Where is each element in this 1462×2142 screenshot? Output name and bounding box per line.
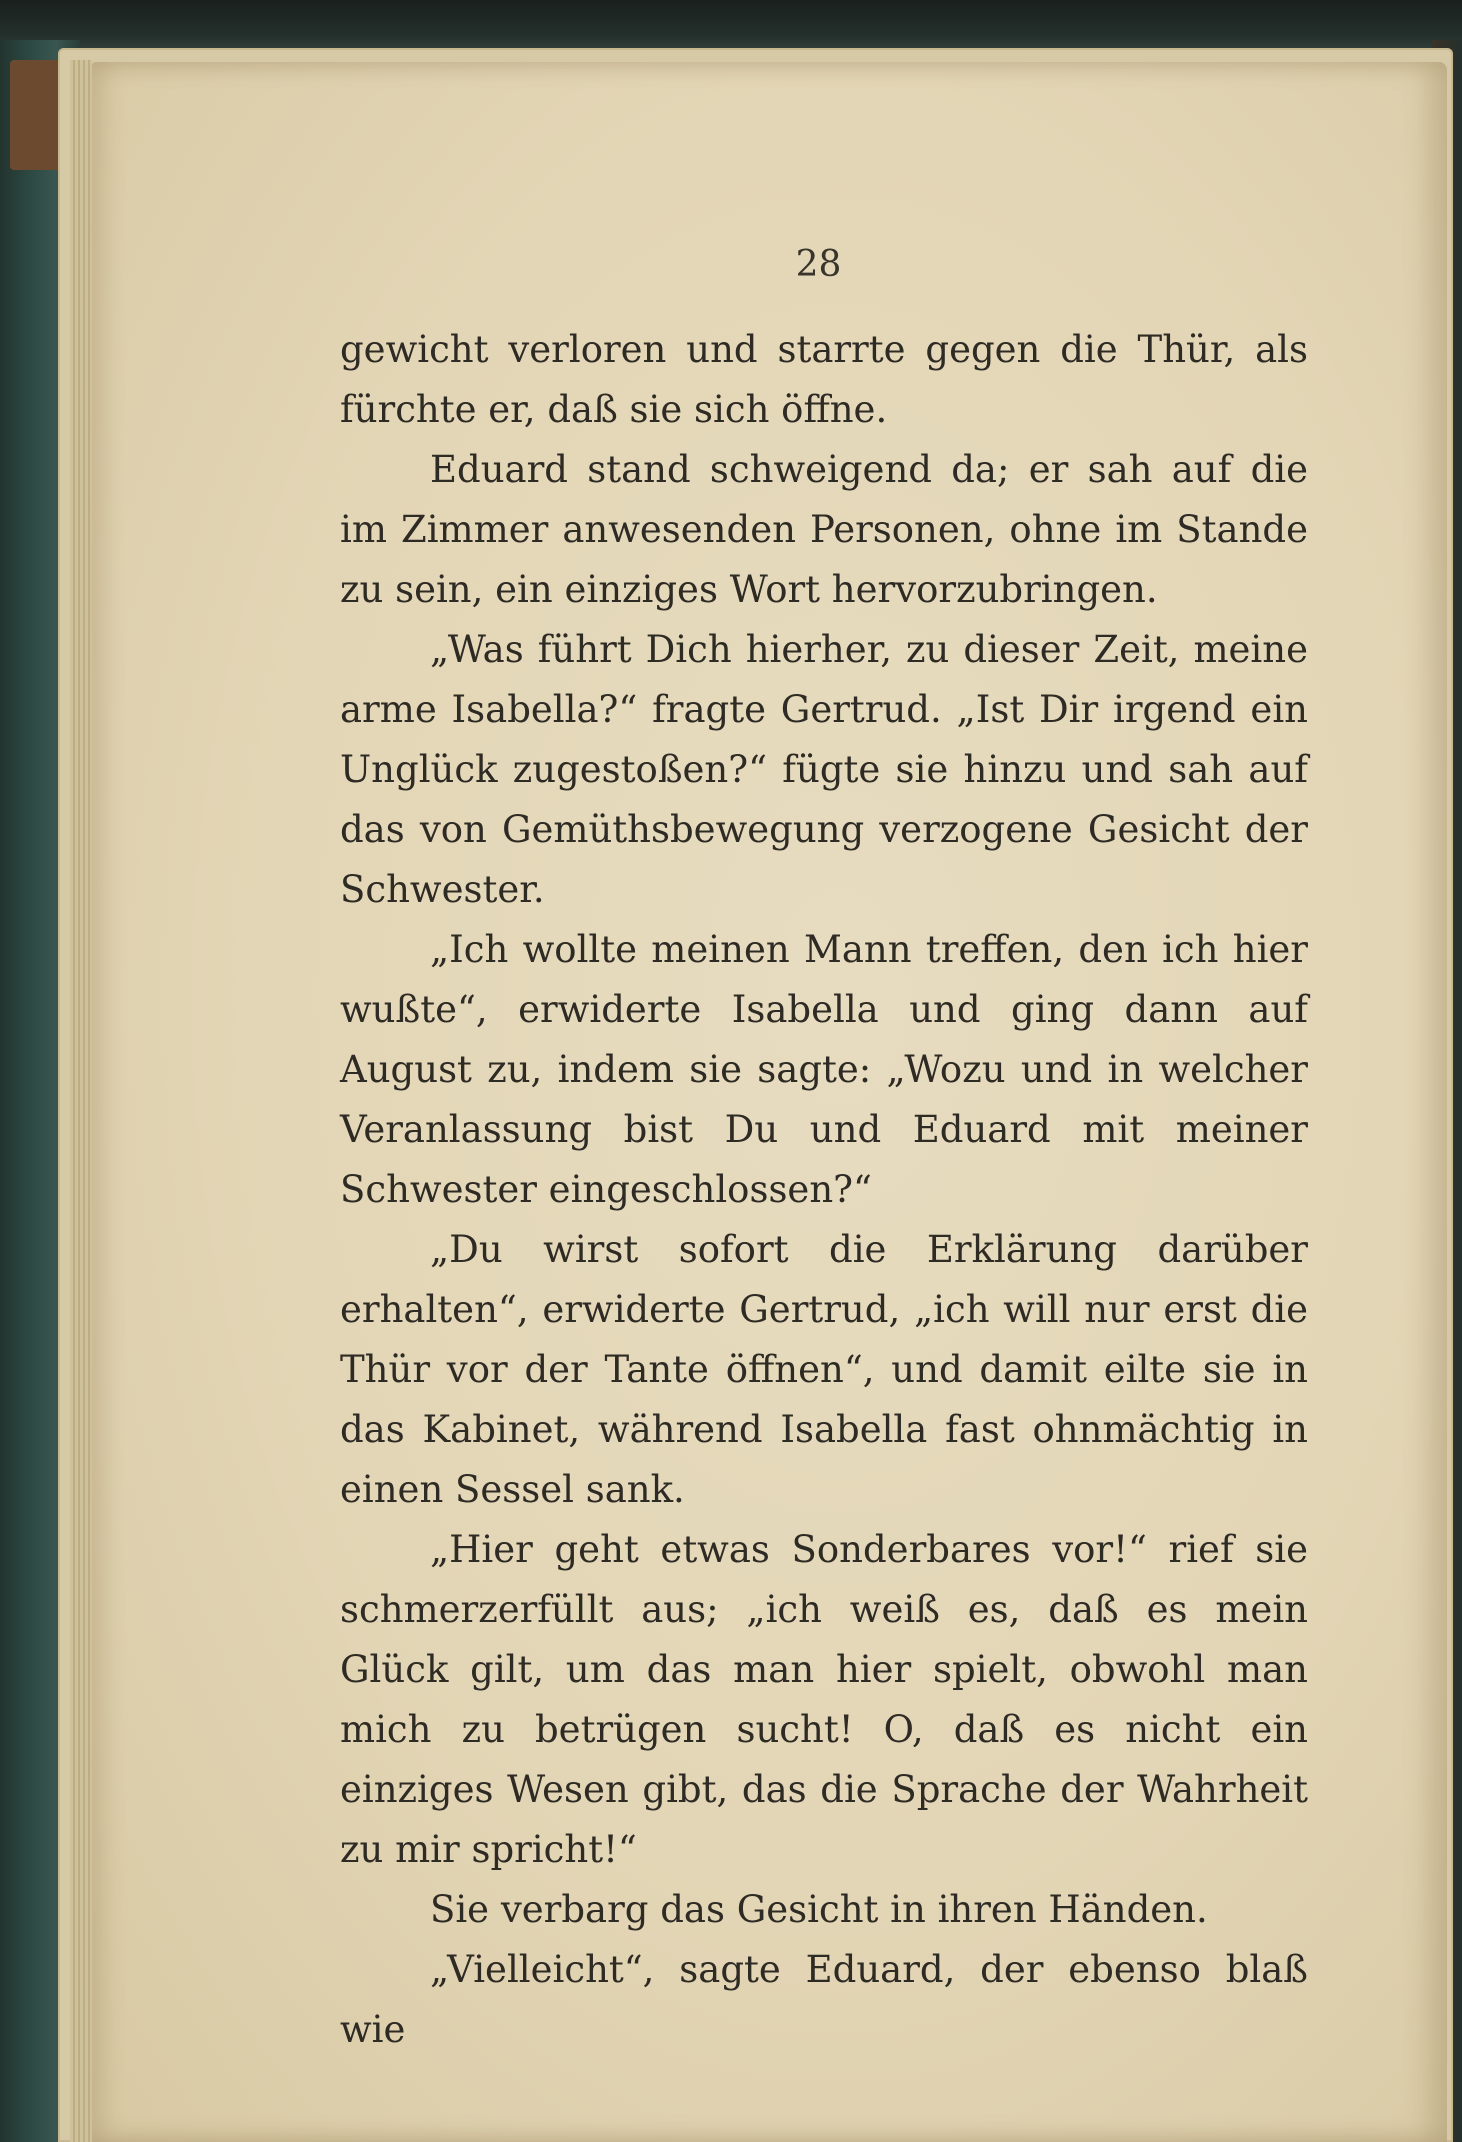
paragraph-4: „Ich wollte meinen Mann treffen, den ich hier wußte“, erwiderte Isabella und ging dann auf August zu, indem sie sagte: „Wozu und in welcher Veranlassung bist Du und Eduard mit meiner Schwester eingeschlossen?“ xyxy=(340,928,1308,1211)
paragraph-2: Eduard stand schweigend da; er sah auf die im Zimmer anwesenden Personen, ohne im Stande zu sein, ein einziges Wort hervorzubringen. xyxy=(340,448,1308,611)
paragraph-5: „Du wirst sofort die Erklärung darüber erhalten“, erwiderte Gertrud, „ich will nur erst die Thür vor der Tante öffnen“, und damit eilte sie in das Kabinet, während Isabella fast ohnmächtig in einen Sessel sank. xyxy=(340,1228,1308,1511)
paragraph-7: Sie verbarg das Gesicht in ihren Händen. xyxy=(430,1888,1208,1931)
paragraph-3: „Was führt Dich hierher, zu dieser Zeit, meine arme Isabella?“ fragte Gertrud. „Ist Dir irgend ein Unglück zugestoßen?“ fügte sie hinzu und sah auf das von Gemüthsbewegung verzogene Gesicht der Schwester. xyxy=(340,628,1308,911)
page-text xyxy=(340,320,1308,2060)
paragraph-1: gewicht verloren und starrte gegen die Thür, als fürchte er, daß sie sich öffne. xyxy=(340,328,1308,431)
page-number: 28 xyxy=(795,244,842,285)
paragraph-8: „Vielleicht“, sagte Eduard, der ebenso blaß wie xyxy=(340,1948,1308,2051)
page-gutter xyxy=(70,60,92,2142)
paragraph-6: „Hier geht etwas Sonderbares vor!“ rief sie schmerzerfüllt aus; „ich weiß es, daß es mein Glück gilt, um das man hier spielt, obwohl man mich zu betrügen sucht! O, daß es nicht ein einziges Wesen gibt, das die Sprache der Wahrheit zu mir spricht!“ xyxy=(340,1528,1308,1871)
